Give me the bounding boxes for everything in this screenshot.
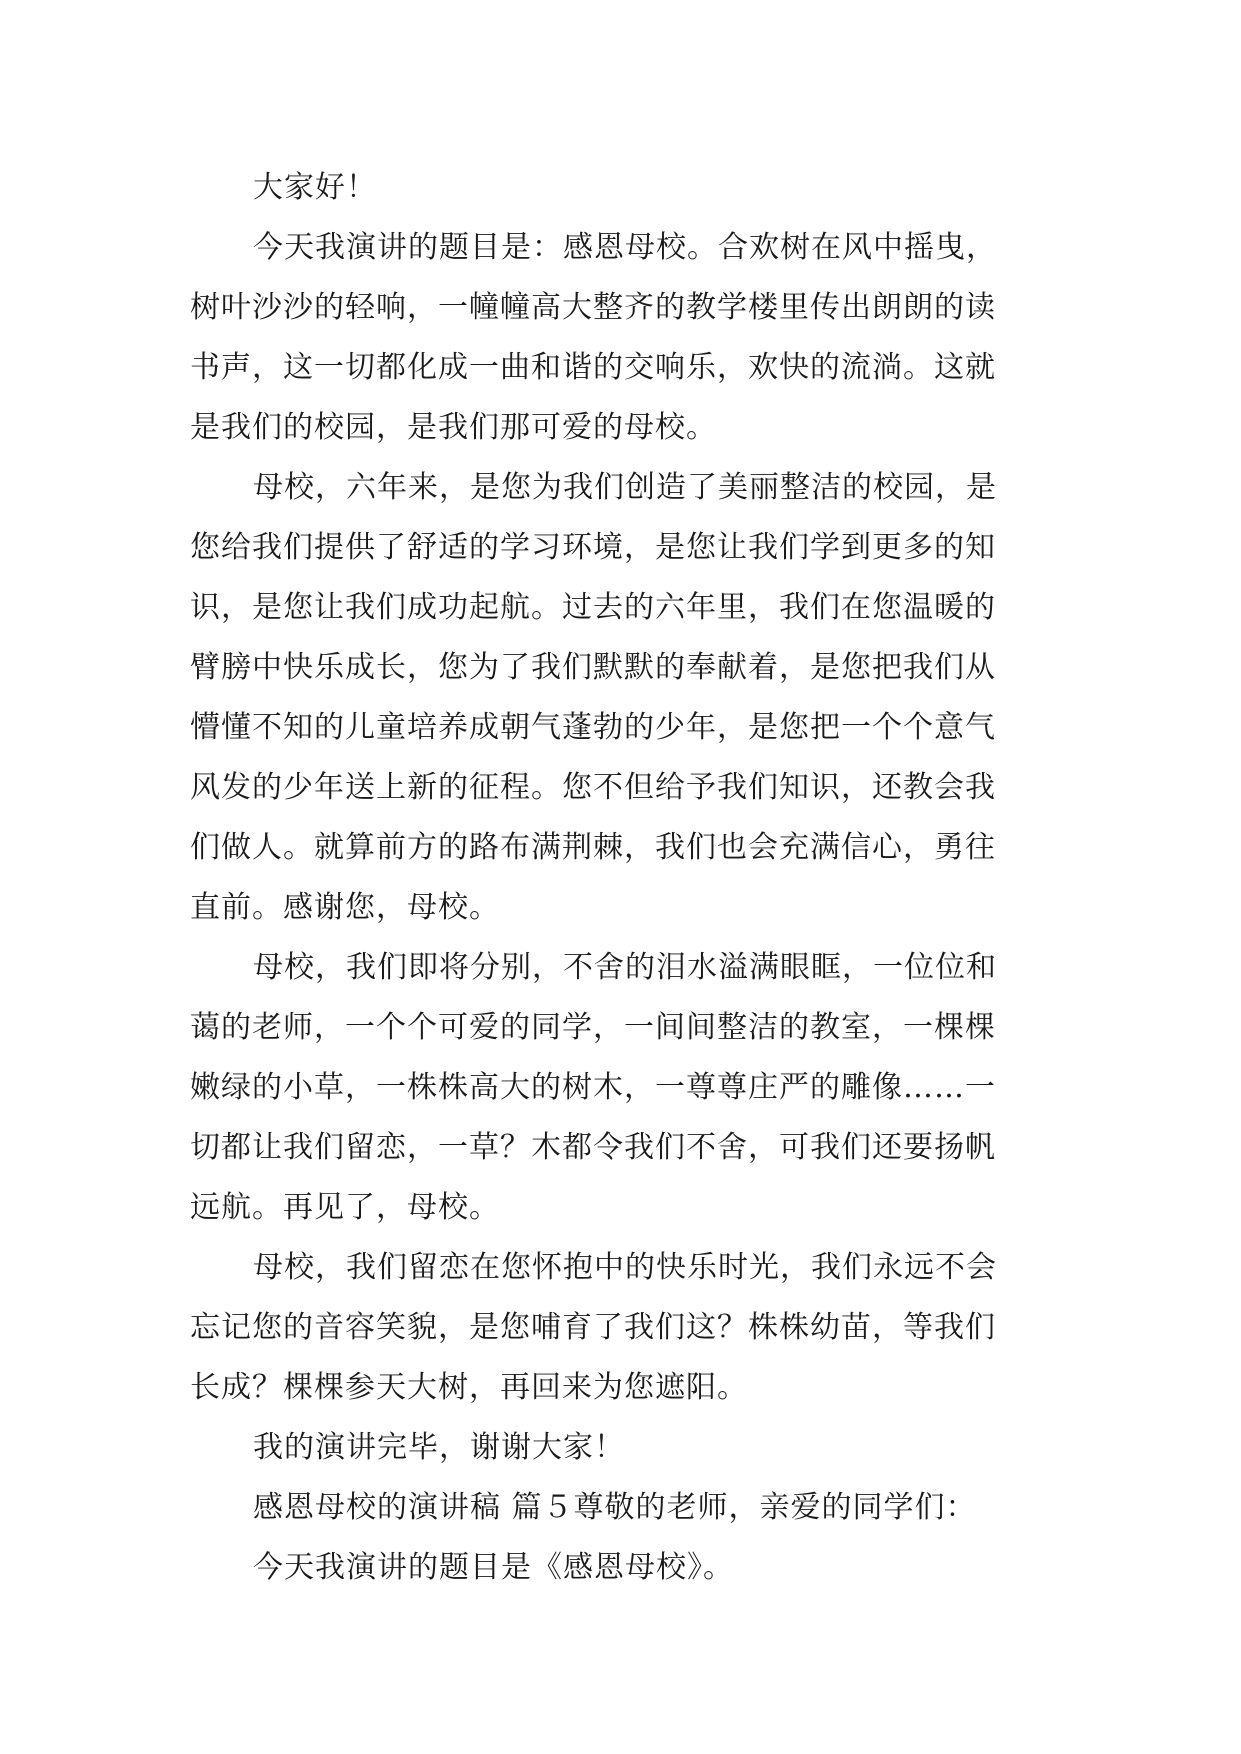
text-line: 长成？棵棵参天大树，再回来为您遮阳。	[190, 1370, 748, 1405]
text-line: 今天我演讲的题目是《感恩母校》。	[253, 1550, 734, 1585]
text-line: 蔼的老师，一个个可爱的同学，一间间整洁的教室，一棵棵	[190, 1010, 996, 1045]
text-line: 是我们的校园，是我们那可爱的母校。	[190, 410, 717, 445]
text-line: 嫩绿的小草，一株株高大的树木，一尊尊庄严的雕像……一	[190, 1070, 996, 1105]
text-line: 母校，我们留恋在您怀抱中的快乐时光，我们永远不会	[253, 1250, 997, 1285]
text-line: 今天我演讲的题目是：感恩母校。合欢树在风中摇曳，	[253, 230, 997, 265]
text-line: 远航。再见了，母校。	[190, 1190, 500, 1225]
text-line: 切都让我们留恋，一草？木都令我们不舍，可我们还要扬帆	[190, 1130, 996, 1165]
text-line: 书声，这一切都化成一曲和谐的交响乐，欢快的流淌。这就	[190, 350, 996, 385]
text-line: 您给我们提供了舒适的学习环境，是您让我们学到更多的知	[190, 530, 996, 565]
text-line: 母校，六年来，是您为我们创造了美丽整洁的校园，是	[253, 470, 997, 505]
text-line: 母校，我们即将分别，不舍的泪水溢满眼眶，一位位和	[253, 950, 997, 985]
text-line: 感恩母校的演讲稿 篇５尊敬的老师，亲爱的同学们：	[253, 1490, 977, 1525]
text-line: 臂膀中快乐成长，您为了我们默默的奉献着，是您把我们从	[190, 650, 996, 685]
text-line: 直前。感谢您，母校。	[190, 890, 500, 925]
text-line: 树叶沙沙的轻响，一幢幢高大整齐的教学楼里传出朗朗的读	[190, 290, 996, 325]
document-body	[190, 158, 1070, 1598]
text-line: 大家好！	[253, 170, 377, 205]
text-line: 懵懂不知的儿童培养成朝气蓬勃的少年，是您把一个个意气	[190, 710, 996, 745]
text-line: 风发的少年送上新的征程。您不但给予我们知识，还教会我	[190, 770, 996, 805]
text-line: 们做人。就算前方的路布满荆棘，我们也会充满信心，勇往	[190, 830, 996, 865]
text-line: 忘记您的音容笑貌，是您哺育了我们这？株株幼苗，等我们	[190, 1310, 996, 1345]
text-line: 识，是您让我们成功起航。过去的六年里，我们在您温暖的	[190, 590, 996, 625]
text-line: 我的演讲完毕，谢谢大家！	[253, 1430, 625, 1465]
